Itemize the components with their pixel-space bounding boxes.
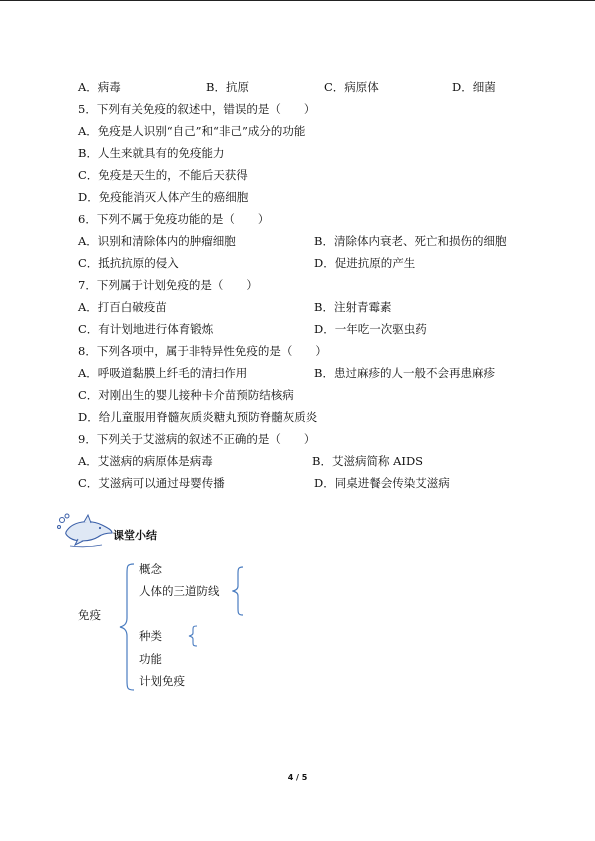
summary-item-three-defense-lines: 人体的三道防线	[139, 584, 220, 598]
summary-item-types: 种类	[139, 629, 162, 643]
q6-stem: 6．下列不属于免疫功能的是（ ）	[78, 212, 270, 226]
q5-option-d: D．免疫能消灭人体产生的癌细胞	[78, 190, 249, 204]
q6-option-a: A．识别和清除体内的肿瘤细胞	[78, 234, 236, 248]
q5-stem: 5．下列有关免疫的叙述中，错误的是（ ）	[78, 102, 316, 116]
summary-item-function: 功能	[139, 652, 162, 666]
q8-stem: 8．下列各项中，属于非特异性免疫的是（ ）	[78, 344, 327, 358]
q6-option-d: D．促进抗原的产生	[314, 256, 416, 270]
section-title-summary: 课堂小结	[113, 529, 157, 542]
q9-option-a: A．艾滋病的病原体是病毒	[78, 454, 213, 468]
dolphin-mascot-icon	[56, 512, 116, 548]
q7-option-d: D．一年吃一次驱虫药	[314, 322, 427, 336]
q6-option-b: B．清除体内衰老、死亡和损伤的细胞	[314, 234, 507, 248]
q7-option-a: A．打百白破疫苗	[78, 300, 167, 314]
q6-option-c: C．抵抗抗原的侵入	[78, 256, 179, 270]
summary-item-concept: 概念	[139, 562, 162, 576]
q9-option-c: C．艾滋病可以通过母婴传播	[78, 476, 225, 490]
q7-stem: 7．下列属于计划免疫的是（ ）	[78, 278, 258, 292]
q9-option-b: B．艾滋病简称 AIDS	[312, 454, 424, 468]
summary-root-immunity: 免疫	[78, 608, 101, 622]
q8-option-c: C．对刚出生的婴儿接种卡介苗预防结核病	[78, 388, 294, 402]
q9-option-d: D．同桌进餐会传染艾滋病	[314, 476, 450, 490]
q7-option-b: B．注射青霉素	[314, 300, 392, 314]
q4-option-c: C．病原体	[324, 80, 379, 94]
defense-lines-brace-icon	[232, 566, 244, 616]
q5-option-c: C．免疫是天生的，不能后天获得	[78, 168, 248, 182]
q5-option-b: B．人生来就具有的免疫能力	[78, 146, 225, 160]
page-number: 4 / 5	[287, 773, 308, 782]
summary-item-planned-immunity: 计划免疫	[139, 674, 185, 688]
q9-stem: 9．下列关于艾滋病的叙述不正确的是（ ）	[78, 432, 316, 446]
q5-option-a: A．免疫是人识别“自己”和“非己”成分的功能	[78, 124, 306, 138]
q8-option-d: D．给儿童服用脊髓灰质炎糖丸预防脊髓灰质炎	[78, 410, 318, 424]
types-brace-icon	[188, 625, 198, 647]
q4-option-a: A．病毒	[78, 80, 121, 94]
q4-option-d: D．细菌	[452, 80, 496, 94]
q7-option-c: C．有计划地进行体育锻炼	[78, 322, 214, 336]
q8-option-a: A．呼吸道黏膜上纤毛的清扫作用	[78, 366, 248, 380]
q4-option-b: B．抗原	[206, 80, 249, 94]
page-top-rule	[0, 0, 595, 1]
q8-option-b: B．患过麻疹的人一般不会再患麻疹	[314, 366, 495, 380]
main-brace-icon	[118, 562, 136, 692]
